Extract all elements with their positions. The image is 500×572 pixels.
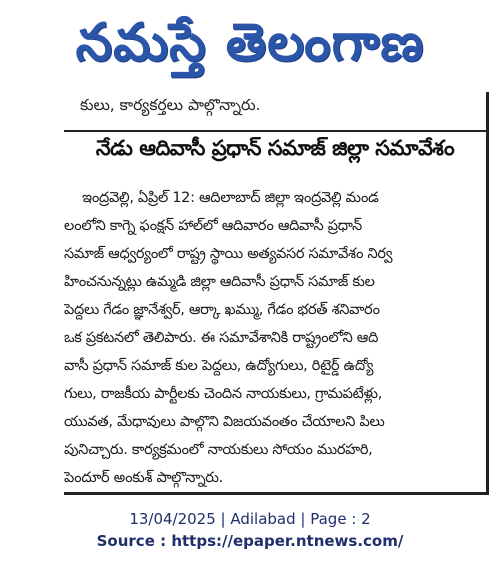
article-clipping xyxy=(64,92,489,495)
article-headline: నేడు ఆదివాసీ ప్రధాన్ సమాజ్ జిల్లా సమావేశం xyxy=(95,136,455,160)
body-line: వాసీ ప్రధాన్ సమాజ్ కుల పెద్దలు, ఉద్యోగులు, రిటైర్డ్ ఉద్యో xyxy=(64,358,374,374)
clipping-footer xyxy=(0,508,500,552)
body-line: పెద్దలు గేడం జ్ఞానేశ్వర్, ఆర్కా ఖమ్ము, గేడం భరత్ శనివారం xyxy=(64,302,380,318)
edition-info: 13/04/2025 | Adilabad | Page : 2 xyxy=(129,510,371,528)
body-line: యువత, మేధావులు పాల్గొని విజయవంతం చేయాలని పిలు xyxy=(64,414,385,430)
body-line: గులు, రాజకీయ పార్టీలకు చెందిన నాయకులు, గ్రామపటేళ్లు, xyxy=(64,386,383,402)
body-line: లంలోని కాగ్నె ఫంక్షన్ హాల్‌లో ఆదివారం ఆదివాసీ ప్రధాన్ xyxy=(64,218,362,234)
body-line: సమాజ్ ఆధ్వర్యంలో రాష్ట్ర స్థాయి అత్యవసర సమావేశం నిర్వ xyxy=(64,246,393,262)
body-line: ఒక ప్రకటనలో తెలిపారు. ఈ సమావేశానికి రాష్ట్రంలోని ఆది xyxy=(64,330,379,346)
masthead xyxy=(0,8,500,78)
article-body xyxy=(64,184,484,492)
newspaper-logo-title: నమస్తే తెలంగాణ xyxy=(75,13,425,73)
previous-article-fragment: కులు, కార్యకర్తలు పాల్గొన్నారు. xyxy=(80,96,261,114)
source-url[interactable]: Source : https://epaper.ntnews.com/ xyxy=(96,532,404,550)
body-line: హించనున్నట్లు ఉమ్మడి జిల్లా ఆదివాసీ ప్రధాన్ సమాజ్ కుల xyxy=(64,274,375,290)
body-line: పునిచ్చారు. కార్యక్రమంలో నాయకులు సోయం మురహరి, xyxy=(64,442,373,458)
body-line: ఇంద్రవెల్లి, ఏప్రిల్ 12: ఆదిలాబాద్ జిల్లా ఇంద్రవెల్లి మండ xyxy=(82,190,379,206)
body-line: పెందూర్ అంకుశ్ పాల్గొన్నారు. xyxy=(64,470,223,486)
divider-rule xyxy=(64,130,486,132)
